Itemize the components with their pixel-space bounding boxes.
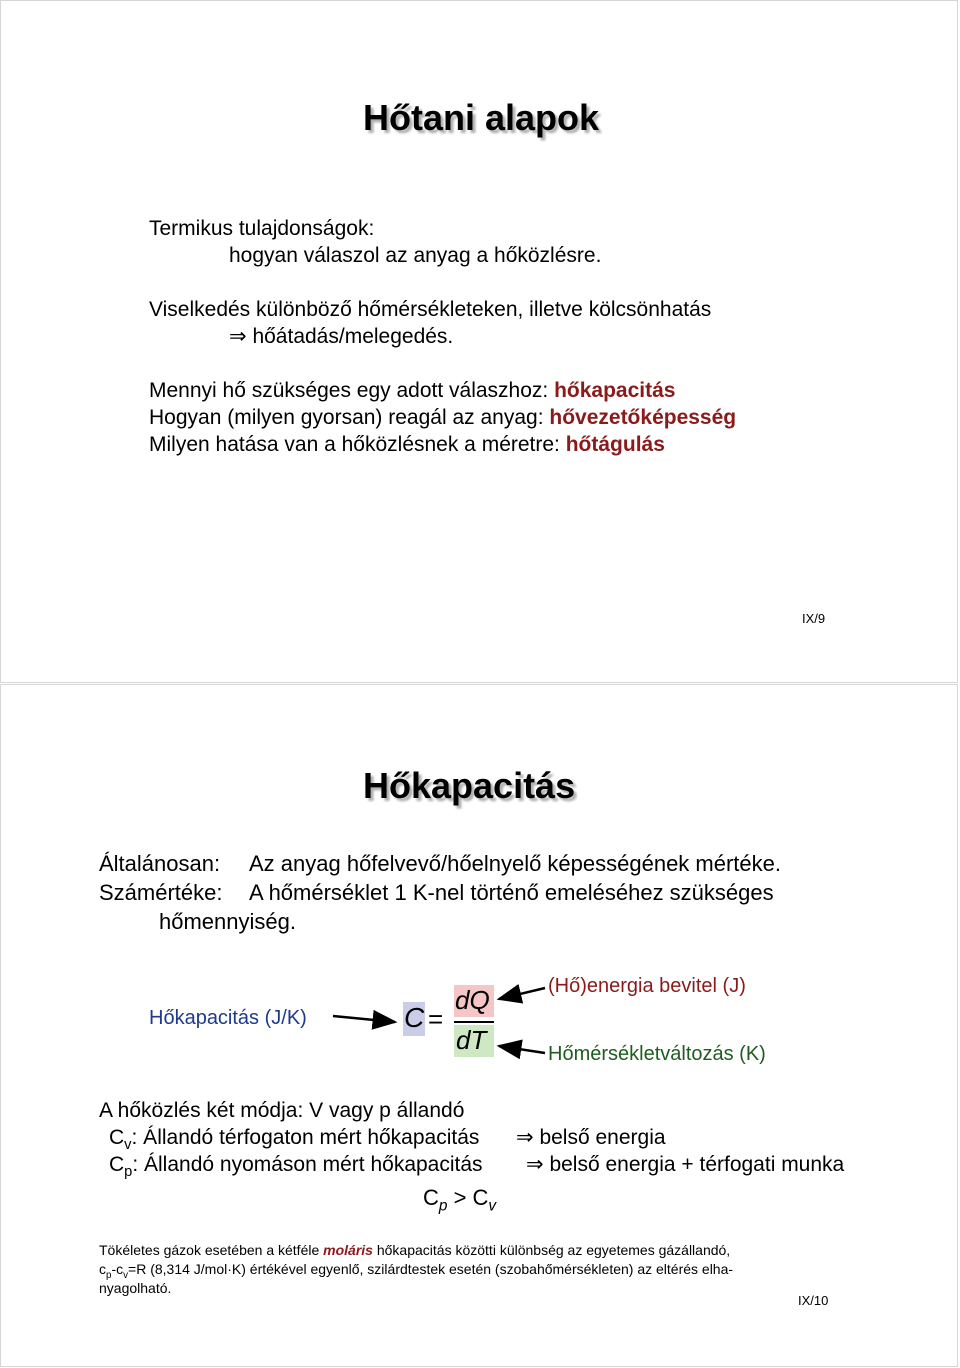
energy-input-label: (Hő)energia bevitel (J) [548,975,746,997]
implies-arrow-icon: ⇒ [516,1126,534,1149]
term-hotagulas: hőtágulás [565,433,665,456]
slide-title: Hőkapacitás [363,765,576,806]
note-sub: v [123,1269,129,1281]
note-line-3: nyagolható. [99,1280,172,1296]
note-line-1 [99,1241,730,1259]
note-text: hőkapacitás közötti különbség az egyetemes gázállandó, [372,1242,731,1258]
note-text: Tökéletes gázok esetében a kétféle [99,1242,324,1258]
ineq-cp: C [423,1185,439,1210]
note-emph: moláris [323,1242,373,1258]
cv-result [516,1126,666,1150]
page-number: IX/10 [798,1293,829,1308]
note-text: =R (8,314 J/mol·K) értékével egyenlő, szilárdtestek esetén (szobahőmérsékleten) az eltérés elha- [128,1261,734,1277]
ineq-cp-sub: p [438,1197,448,1215]
ineq-gt: > [447,1185,473,1210]
cv-subscript: v [124,1137,132,1154]
cp-result-text: belső energia + térfogati munka [549,1153,845,1176]
page-number: IX/9 [802,611,826,626]
question-text: Milyen hatása van a hőközlésnek a méretre: [149,433,566,456]
numeric-label: Számértéke: [99,880,223,905]
note-line-2 [99,1260,733,1285]
term-hovezetokepesseg: hővezetőképesség [549,406,737,429]
arrow-to-dt [499,1046,545,1053]
term-hokapacitas: hőkapacitás [554,379,676,402]
slide-hotani-alapok [0,0,958,683]
arrow-to-dq [499,988,545,999]
slide-hokapacitas [0,684,958,1367]
inequality [423,1185,496,1215]
question-text: Hogyan (milyen gyorsan) reagál az anyag: [149,406,550,429]
cv-result-text: belső energia [539,1126,666,1149]
question-line [149,379,675,403]
temp-change-label: Hőmérsékletváltozás (K) [548,1043,766,1065]
formula-c: C [404,1002,425,1033]
note-text: c [99,1261,106,1277]
note-sub: p [106,1269,112,1281]
formula-dt: dT [456,1025,487,1055]
general-label: Általánosan: [99,851,221,876]
cp-symbol: C [109,1153,125,1176]
cv-symbol: C [109,1126,125,1149]
cp-subscript: p [124,1164,133,1181]
implies-arrow-icon: ⇒ [526,1153,544,1176]
note-text: -c [111,1261,124,1277]
text-line: hogyan válaszol az anyag a hőközlésre. [229,244,602,267]
text-line: Termikus tulajdonságok: [149,217,375,240]
numeric-text-cont: hőmennyiség. [159,909,296,934]
heat-capacity-label: Hőkapacitás (J/K) [149,1007,307,1029]
question-text: Mennyi hő szükséges egy adott válaszhoz: [149,379,555,402]
question-line [149,406,736,430]
implies-arrow-icon: ⇒ [229,325,247,348]
ineq-cv-sub: v [488,1197,497,1215]
formula-dq: dQ [455,985,490,1015]
general-text: Az anyag hőfelvevő/hőelnyelő képességének mértéke. [249,851,782,876]
cv-text: : Állandó térfogaton mért hőkapacitás [131,1126,480,1149]
text-line: Viselkedés különböző hőmérsékleteken, illetve kölcsönhatás [149,298,712,321]
modes-title: A hőközlés két módja: V vagy p állandó [99,1099,465,1122]
arrow-to-c [333,1016,395,1022]
numeric-text: A hőmérséklet 1 K-nel történő emeléséhez szükséges [249,880,774,905]
text-line [229,325,453,349]
slide-title: Hőtani alapok [363,97,600,138]
formula-equals: = [428,1004,444,1034]
cp-text: : Állandó nyomáson mért hőkapacitás [132,1153,483,1176]
cp-result [526,1153,844,1177]
cp-line [109,1153,483,1184]
text-fragment: hőátadás/melegedés. [252,325,454,348]
ineq-cv: C [472,1185,489,1210]
question-line [149,433,665,457]
